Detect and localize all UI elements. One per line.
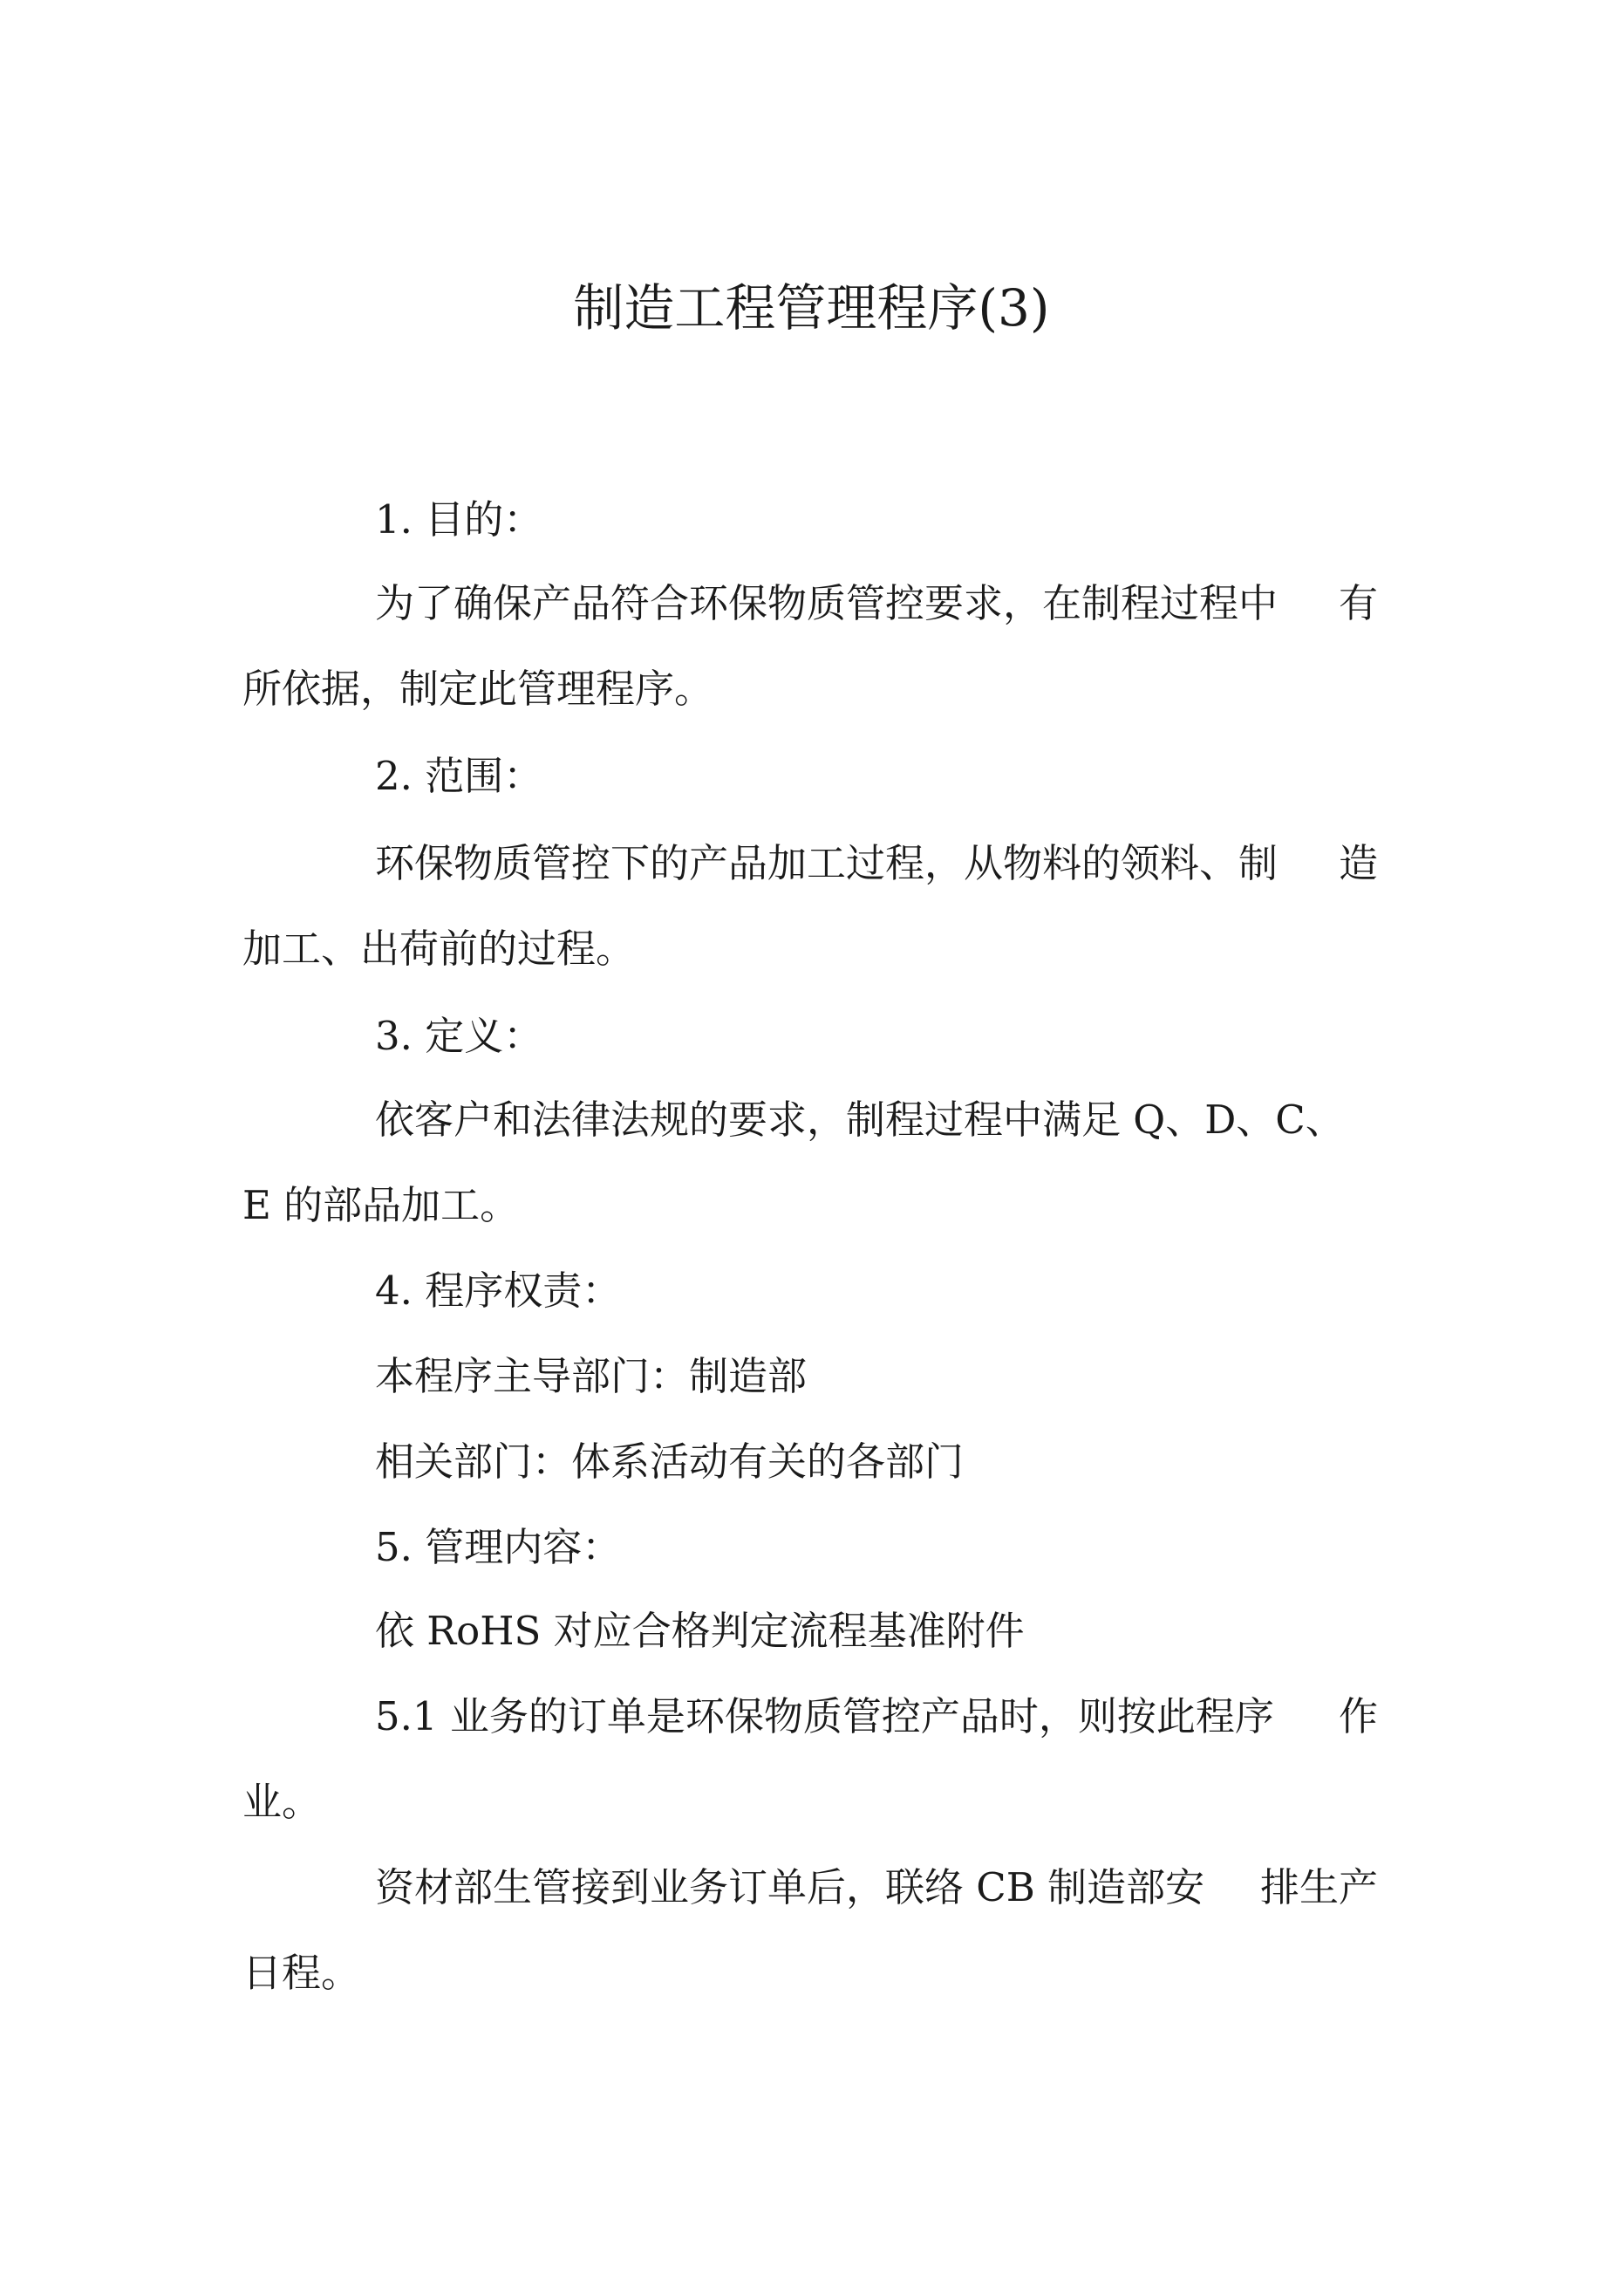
scope-paragraph-line-1	[375, 839, 1378, 888]
content-heading: 5. 管理内容：	[375, 1524, 622, 1570]
content-51-part-a: 5.1 业务的订单是环保物质管控产品时，则按此程序	[375, 1693, 1274, 1739]
content-reference-text: 依 RoHS 对应合格判定流程基准附件	[375, 1608, 1025, 1654]
purpose-text-part-b: 有	[1338, 580, 1378, 626]
content-51-part-b: 作	[1338, 1693, 1378, 1739]
material-line-2: 日程。	[242, 1950, 361, 1996]
material-part-a: 资材部生管接到业务订单后，联络 CB 制造部安	[375, 1864, 1205, 1910]
responsibility-main-department: 本程序主导部门：制造部	[375, 1353, 808, 1399]
scope-heading: 2. 范围：	[375, 753, 543, 799]
responsibility-heading: 4. 程序权责：	[375, 1268, 622, 1314]
purpose-text-part-a: 为了确保产品符合环保物质管控要求，在制程过程中	[375, 580, 1279, 626]
definition-paragraph-line-1: 依客户和法律法规的要求，制程过程中满足 Q、D、C、	[375, 1097, 1345, 1143]
scope-paragraph-line-2: 加工、出荷前的过程。	[242, 926, 636, 972]
scope-text-part-b: 造	[1338, 840, 1378, 886]
material-line-1	[375, 1863, 1378, 1912]
definition-heading: 3. 定义：	[375, 1013, 543, 1059]
content-51-line-1	[375, 1692, 1378, 1741]
material-part-b: 排生产	[1259, 1864, 1378, 1910]
purpose-paragraph-line-2: 所依据，制定此管理程序。	[242, 666, 714, 712]
purpose-paragraph-line-1	[375, 579, 1378, 628]
purpose-heading: 1. 目的：	[375, 496, 543, 543]
content-51-line-2: 业。	[242, 1779, 322, 1825]
document-title: 制造工程管理程序(3)	[573, 278, 1050, 338]
responsibility-related-departments: 相关部门：体系活动有关的各部门	[375, 1438, 965, 1485]
scope-text-part-a: 环保物质管控下的产品加工过程，从物料的领料、制	[375, 840, 1279, 886]
definition-paragraph-line-2: E 的部品加工。	[242, 1182, 520, 1228]
